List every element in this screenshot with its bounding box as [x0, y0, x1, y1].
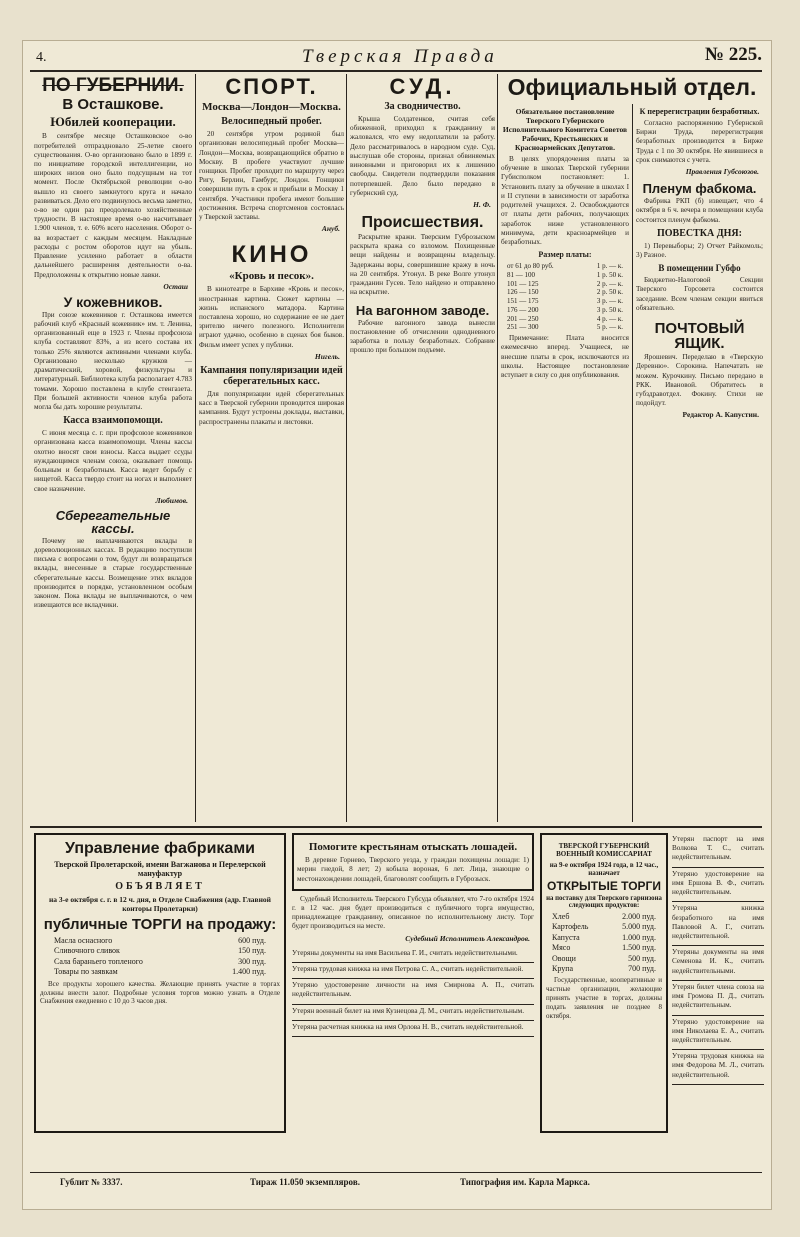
fee-table — [507, 262, 623, 332]
footer-print-run: Тираж 11.050 экземпляров. — [250, 1177, 360, 1187]
section-title-official: Официальный отдел. — [507, 74, 757, 100]
lost-notice — [292, 1005, 534, 1021]
fee-row-value: 2 р. 50 к. — [596, 288, 623, 297]
factory-item-value: 1.400 пуд. — [232, 967, 266, 977]
section-subtitle-ostashkov: В Осташкове. — [62, 96, 164, 113]
paper-title: Тверская Правда — [302, 46, 498, 67]
footer-glavlit: Гублит № 3337. — [60, 1177, 123, 1187]
ad-military-auction — [540, 833, 668, 1133]
fee-row-value: 1 р. 50 к. — [596, 270, 623, 279]
ad-military-items — [552, 912, 656, 974]
factory-item-label: Товары по заявкам — [54, 967, 118, 977]
section-title-sport: СПОРТ. — [225, 74, 318, 99]
article-title-campaign: Кампания популяризации идей сберегательных касс. — [200, 364, 343, 387]
lost-notice-text: Утеряна трудовая книжка на имя Петрова С. А., считать недействительной. — [292, 964, 524, 973]
article-signature: Н. Ф. — [473, 199, 491, 209]
fee-row — [507, 280, 623, 289]
fee-row — [507, 306, 623, 315]
court-subtitle: За сводничество. — [384, 101, 461, 112]
lost-notice-text: Утерян военный билет на имя Кузнецова Д. М., считать недействительным. — [292, 1006, 524, 1015]
lost-notice-text: Утеряно удостоверение на имя Ершова В. Ф., считать недействительным. — [672, 869, 764, 897]
ad-horses-title: Помогите крестьянам отыскать лошадей. — [308, 841, 518, 853]
article-signature: Любимов. — [155, 495, 188, 505]
footer-rule — [30, 1172, 762, 1173]
article-text-depot: Рабочие вагонного завода вынесли постановление об отчислении однодневного заработка в пользу безработных. Собрание прошло при большом подъеме. — [350, 318, 495, 355]
article-signature: Осташ — [163, 281, 188, 291]
article-text-tanners: При союзе кожевников г. Осташкова имеется рабочий клуб «Красный кожевник» им. т. Ленина, организованный еще в 1923 г. Члены профсоюза клуба составляют 83%, а из всего состава их только 25% являются активными членами клуба. Организовано несколько кружков — драматический, хоровой, физкультуры и литературный. Библиотека клуба располагает 4.783 томами. Хорошо поставлена в клубе стенгазета. При большей активности членов клуба работа могла бы дать хорошие результаты. — [34, 310, 192, 411]
section-title-province: ПО ГУБЕРНИИ. — [42, 75, 184, 96]
gubfo-text: Бюджетно-Налоговой Секции Тверского Горсовета состоится заседание. Всем членам секции явиться обязательно. — [636, 276, 763, 312]
ad-factory-subtitle: Тверской Пролетарской, имени Вагжанова и Перелерской мануфактур — [54, 860, 266, 878]
lost-notice-text: Утеряно удостоверение личности на имя Смирнова А. П., считать недействительным. — [292, 981, 534, 999]
factory-item-label: Сала бараньего топленого — [54, 956, 143, 966]
ad-military-text: на 9-е октября 1924 года, в 12 час., назначает — [549, 861, 659, 877]
article-signature: Нигель. — [314, 351, 340, 361]
decree-text: В целях упорядочения платы за обучение в школах Тверской губернии Губисполком постановляет: 1. Установить плату за обучение в школах I и II ступени в зависимости от заработка родителей учащихся. 2. Освобождаются от платы дети рабочих, получающих заработок ниже установленного минимума, дети красноармейцев и безработных. — [501, 155, 629, 246]
fee-row-value: 5 р. — к. — [596, 323, 623, 332]
unemployed-text: Согласно распоряжению Губернской Биржи Труда, перерегистрация безработных производится в Бирже Труда с 1 по 30 октября. Не явившиеся в срок снимаются с учета. — [636, 119, 763, 164]
military-item — [552, 954, 656, 964]
fee-row-value: 2 р. — к. — [596, 279, 623, 288]
military-item — [552, 943, 656, 953]
factory-item-label: Масла оснасного — [54, 936, 113, 945]
factory-item-value: 300 пуд. — [238, 956, 266, 966]
article-title-jubilee: Юбилей кооперации. — [50, 114, 176, 129]
lost-documents-list — [292, 947, 534, 1037]
lost-notice — [292, 979, 534, 1004]
page-number: 4. — [36, 50, 47, 65]
lost-notice — [672, 833, 764, 868]
article-text-jubilee: В сентябре месяце Осташковское о-во потребителей отпраздновало 25-летие своего существования. О-во организовано было в 1899 г. по инициативе городской интеллигенции, но широких низов оно было подсущным на тот момент. После Октябрьской революции о-во вышло из своего замкнутого круга и начало развиваться. Дело его подвинулось весьма заметно, о-во не один раз преодолевало хозяйственные трудности. В настоящее время о-во насчитывает 1.900 членов, т. е. 60% всего населения. Оборот о-ва возрастает с каждым месяцем. Накладные расходы с ростом оборотов идут на убыль. Правление усиленно работает в области дальнейшего расширения деятельности о-ва. Предположены к открытию новые лавки. — [34, 132, 192, 279]
decree-text-2: Примечание: Плата вносится ежемесячно вперед. Учащиеся, не внесшие платы в срок, исключаются из школы. Настоящее постановление вступает в силу со дня опубликования. — [501, 334, 629, 380]
military-item-value: 5.000 пуд. — [622, 922, 656, 932]
lost-notice-text: Утерян билет члена союза на имя Громова П. Д., считать недействительным. — [672, 982, 764, 1010]
factory-item — [54, 936, 266, 946]
agenda-title: ПОВЕСТКА ДНЯ: — [657, 227, 742, 239]
lost-notice-text: Утеряно удостоверение на имя Николаева Е. А., считать недействительным. — [672, 1017, 764, 1044]
lost-notice-text: Утеряна расчетная книжка на имя Орлова Н. В., считать недействительной. — [292, 1022, 524, 1031]
unemployed-title: К перерегистрации безработных. — [639, 107, 760, 116]
lost-notice — [292, 1021, 534, 1037]
fee-row-value: 3 р. — к. — [596, 297, 623, 306]
footer-printer: Типография им. Карла Маркса. — [460, 1177, 590, 1187]
lost-notice-text: Утеряны документы на имя Семенова И. К., считать недействительными. — [672, 948, 764, 975]
article-title-aid: Касса взаимопомощи. — [63, 415, 163, 427]
factory-item-value: 600 пуд. — [238, 936, 266, 945]
fee-row-value: 1 р. — к. — [596, 262, 623, 271]
fee-row-label: 151 — 175 — [507, 297, 539, 306]
article-text-kino: В кинотеатре в Бархиве «Кровь и песок», иностранная картина. Сюжет картины — жизнь испанского матадора. Картина поставлена хорошо, но содержание ее не дает зрителю ничего полезного. Исполнители играют удачно, особенно в сценах боя быков. Фильм имеет успех у публики. — [199, 285, 344, 349]
ad-middle — [292, 833, 534, 1133]
right-lost-column — [672, 833, 764, 1133]
fee-row — [507, 297, 623, 306]
fee-row-label: 126 — 150 — [507, 288, 539, 297]
section-title-court: СУД. — [389, 74, 456, 99]
fee-row — [507, 262, 623, 271]
ads-rule — [30, 826, 762, 828]
fee-row-label: 81 — 100 — [507, 270, 535, 279]
plenum-title: Пленум фабкома. — [642, 181, 757, 197]
page-header — [22, 44, 770, 68]
factory-item — [54, 967, 266, 977]
ad-factory-date: на 3-е октября с. г. в 12 ч. дня, в Отделе Снабжения (адр. Главной конторы Пролетарки) — [48, 895, 272, 913]
column-official — [501, 74, 763, 822]
military-item-label: Мясо — [552, 943, 571, 953]
military-item-label: Картофель — [552, 922, 589, 932]
fee-row — [507, 271, 623, 280]
military-item-label: Хлеб — [552, 912, 570, 921]
factory-item-value: 150 пуд. — [238, 946, 266, 956]
military-item-value: 2.000 пуд. — [622, 912, 656, 921]
column-divider — [195, 74, 196, 822]
ad-factory-items — [54, 936, 266, 978]
lost-notice — [292, 963, 534, 979]
fee-row — [507, 323, 623, 332]
fee-row-label: 101 — 125 — [507, 279, 539, 288]
fee-table-title: Размер платы: — [538, 250, 592, 260]
sport-subtitle: Москва—Лондон—Москва. — [202, 101, 341, 113]
official-subcolumn-right — [636, 104, 763, 822]
gubfo-title: В помещении Губфо — [658, 263, 741, 274]
factory-item — [54, 957, 266, 967]
official-subcolumn-left — [501, 104, 629, 822]
lost-notice — [672, 1016, 764, 1051]
fee-row-label: 176 — 200 — [507, 305, 539, 314]
kino-subtitle: «Кровь и песок». — [229, 270, 314, 283]
ad-factory-auction-title: публичные ТОРГИ на продажу: — [43, 916, 277, 933]
lost-notice — [672, 1050, 764, 1085]
military-item-value: 500 пуд. — [628, 953, 656, 963]
military-item — [552, 933, 656, 943]
ad-horses — [292, 833, 534, 891]
article-signature: Правления Губсоюзов. — [685, 167, 759, 177]
factory-item — [54, 946, 266, 956]
article-text-court: Крыша Солдатенков, считая себя обиженной, приходил к гражданину и жаловался, что ему недоплатили за работу. Дело рассматривалось в народном суде. Суд, выслушав обе стороны, признал обвиняемых виновными и приговорил их к лишению свободы. Свидетели подтвердили показания потерпевшей. Дело было передано в губернский суд. — [350, 115, 495, 197]
ad-factory-text: Все продукты хорошего качества. Желающие принять участие в торгах должны внести залог. Подробные условия торгов можно узнать в Отделе Снабжения ежедневно с 10 до 3 часов дня. — [40, 979, 280, 1006]
lost-notice-text: Утеряны документы на имя Васильева Г. И., считать недействительными. — [292, 948, 518, 957]
lost-notice — [672, 902, 764, 946]
decree-title: Обязательное постановление Тверского Губернского Исполнительного Комитета Советов Рабочих, Крестьянских и Красноармейских Депутатов. — [502, 107, 628, 152]
article-title-tanners: У кожевников. — [63, 293, 163, 310]
lost-notice — [292, 947, 534, 963]
military-item — [552, 912, 656, 922]
ad-military-subtitle: на поставку для Тверского гарнизона следующих продуктов: — [546, 895, 662, 909]
article-title-savings: Сберегательные кассы. — [55, 507, 171, 536]
military-item-value: 700 пуд. — [628, 963, 656, 973]
ad-executor-signature: Судебный Исполнитель Александров. — [405, 933, 530, 943]
military-item-value: 1.500 пуд. — [622, 943, 656, 953]
lost-notice-text: Утеряна трудовая книжка на имя Федорова М. Л., считать недействительной. — [672, 1052, 764, 1079]
fee-row-value: 4 р. — к. — [596, 314, 623, 323]
section-title-incidents: Происшествия. — [361, 213, 484, 231]
fee-row — [507, 315, 623, 324]
mailbox-title: ПОЧТОВЫЙ ЯЩИК. — [654, 320, 745, 353]
column-sport-kino — [199, 74, 344, 822]
military-item — [552, 964, 656, 974]
column-divider — [632, 104, 633, 822]
lost-notice-text: Утерян паспорт на имя Волкова Т. С., считать недействительным. — [672, 835, 764, 862]
header-rule — [30, 70, 762, 72]
article-text-aid: С июня месяца с. г. при профсоюзе кожевников организована касса взаимопомощи. Члены кассы охотно вносят свои взносы. Касса выдает ссуды нуждающимся членам союза, оказывает помощь больным и безработным. Касса ведет борьбу с нищетой. Касса твердо стоит на ногах и выполняет свое назначение. — [34, 429, 192, 493]
factory-item-label: Сливочного сливок — [54, 946, 120, 956]
editor-signature: Редактор А. Капустин. — [682, 410, 759, 420]
column-court — [350, 74, 495, 822]
fee-row-value: 3 р. 50 к. — [596, 305, 623, 314]
article-title-race: Велосипедный пробег. — [221, 116, 322, 128]
military-item-label: Капуста — [552, 932, 580, 942]
article-text-savings: Почему не выплачиваются вклады в дореволюционных кассах. В редакцию поступили письма с вопросами о том, будут ли возвращаться вклады, внесенные в старые государственные сберегательные кассы. Возмещение этих вкладов производится в порядке, установленном особым законом. Пока вклады не выплачиваются, о чем извещаются все вкладчики. — [34, 536, 192, 610]
ad-military-text-2: Государственные, кооперативные и частные организации, желающие принять участие в торгах, должны подать заявления не позднее 8 октября. — [546, 976, 662, 1021]
article-text-incidents: Раскрытие кражи. Тверским Губрозыском раскрыта кража со взломом. Похищенные вещи найдены и возвращены владельцу. Задержаны воры, совершившие кражу в ночь на 20 сентября. Утонул. В реке Волге утонул гражданин Гусев. Тело найдено и отправлено на вскрытие. — [350, 232, 495, 297]
column-province — [34, 74, 192, 822]
ad-factory-auction — [34, 833, 286, 1133]
fee-row-label: от 61 до 80 руб. — [507, 262, 554, 271]
military-item-label: Овощи — [552, 953, 576, 963]
article-text-sport: 20 сентября утром родиной был организован велосипедный пробег Москва—Лондон—Москва, возвращающийся обратно в Москву. В пробеге участвуют лучшие гонщики. Пробег проходит по маршруту через Ригу, Берлин, Гамбург, Лондон. Гонщики совершили путь в срок и прибыли в Москву 1 сентября. Участники пробега имеют большие достижения. Встреча спортсменов состоялась у Тверской заставы. — [199, 130, 344, 222]
lost-notice — [672, 946, 764, 981]
ad-military-auction-title: ОТКРЫТЫЕ ТОРГИ — [547, 879, 661, 893]
military-item — [552, 922, 656, 932]
issue-number: № 225. — [704, 44, 762, 65]
lost-notice — [672, 868, 764, 903]
fee-row-label: 251 — 300 — [507, 323, 539, 332]
ad-military-title: ТВЕРСКОЙ ГУБЕРНСКИЙ ВОЕННЫЙ КОМИССАРИАТ — [556, 842, 652, 858]
article-title-depot: На вагонном заводе. — [355, 302, 490, 318]
column-divider — [346, 74, 347, 822]
ad-horses-text: В деревне Горнево, Тверского уезда, у граждан похищены лошади: 1) мерин гнедой, 8 лет; 2) кобыла вороная, 6 лет. Лица, знающие о местонахождении лошадей, благоволят сообщить в Губрозыск. — [297, 856, 529, 883]
ad-executor-text: Судебный Исполнитель Тверского Губсуда объявляет, что 7-го октября 1924 г. в 12 час. дня будет производиться с публичного торга имущество, принадлежащее гражданину, описанное по исполнительному листу. Торг будет производиться на месте. — [292, 894, 534, 931]
article-text-campaign: Для популяризации идей сберегательных касс в Тверской губернии проводится широкая кампания. Будут устроены доклады, выставки, распространены плакаты и листовки. — [199, 389, 344, 426]
column-divider — [497, 74, 498, 822]
lost-notice-text: Утеряна книжка безработного на имя Павловой А. Г., считать недействительной. — [672, 904, 764, 940]
right-lost-list — [672, 833, 764, 1085]
military-item-label: Крупа — [552, 963, 574, 973]
article-signature: Ануб. — [321, 224, 340, 234]
military-item-value: 1.000 пуд. — [622, 932, 656, 942]
agenda-text: 1) Перевыборы; 2) Отчет Райкомоль; 3) Разное. — [636, 241, 763, 259]
fee-row-label: 201 — 250 — [507, 314, 539, 323]
ad-factory-title: Управление фабриками — [65, 840, 255, 857]
mailbox-text: Ярошевич. Переделаю в «Тверскую Деревню». Сорокина. Напечатать не можем. Курочкину. Письмо передано в РКК. Ивановой. Обратитесь в губздравотдел. Фокину. Стихи не подойдут. — [636, 353, 763, 408]
lost-notice — [672, 981, 764, 1016]
plenum-text: Фабрика РКП (б) извещает, что 4 октября в 6 ч. вечера в помещении клуба состоится пленум фабкома. — [636, 197, 763, 224]
fee-row — [507, 288, 623, 297]
section-title-kino: КИНО — [231, 241, 312, 269]
ad-factory-announce: ОБЪЯВЛЯЕТ — [115, 881, 205, 892]
